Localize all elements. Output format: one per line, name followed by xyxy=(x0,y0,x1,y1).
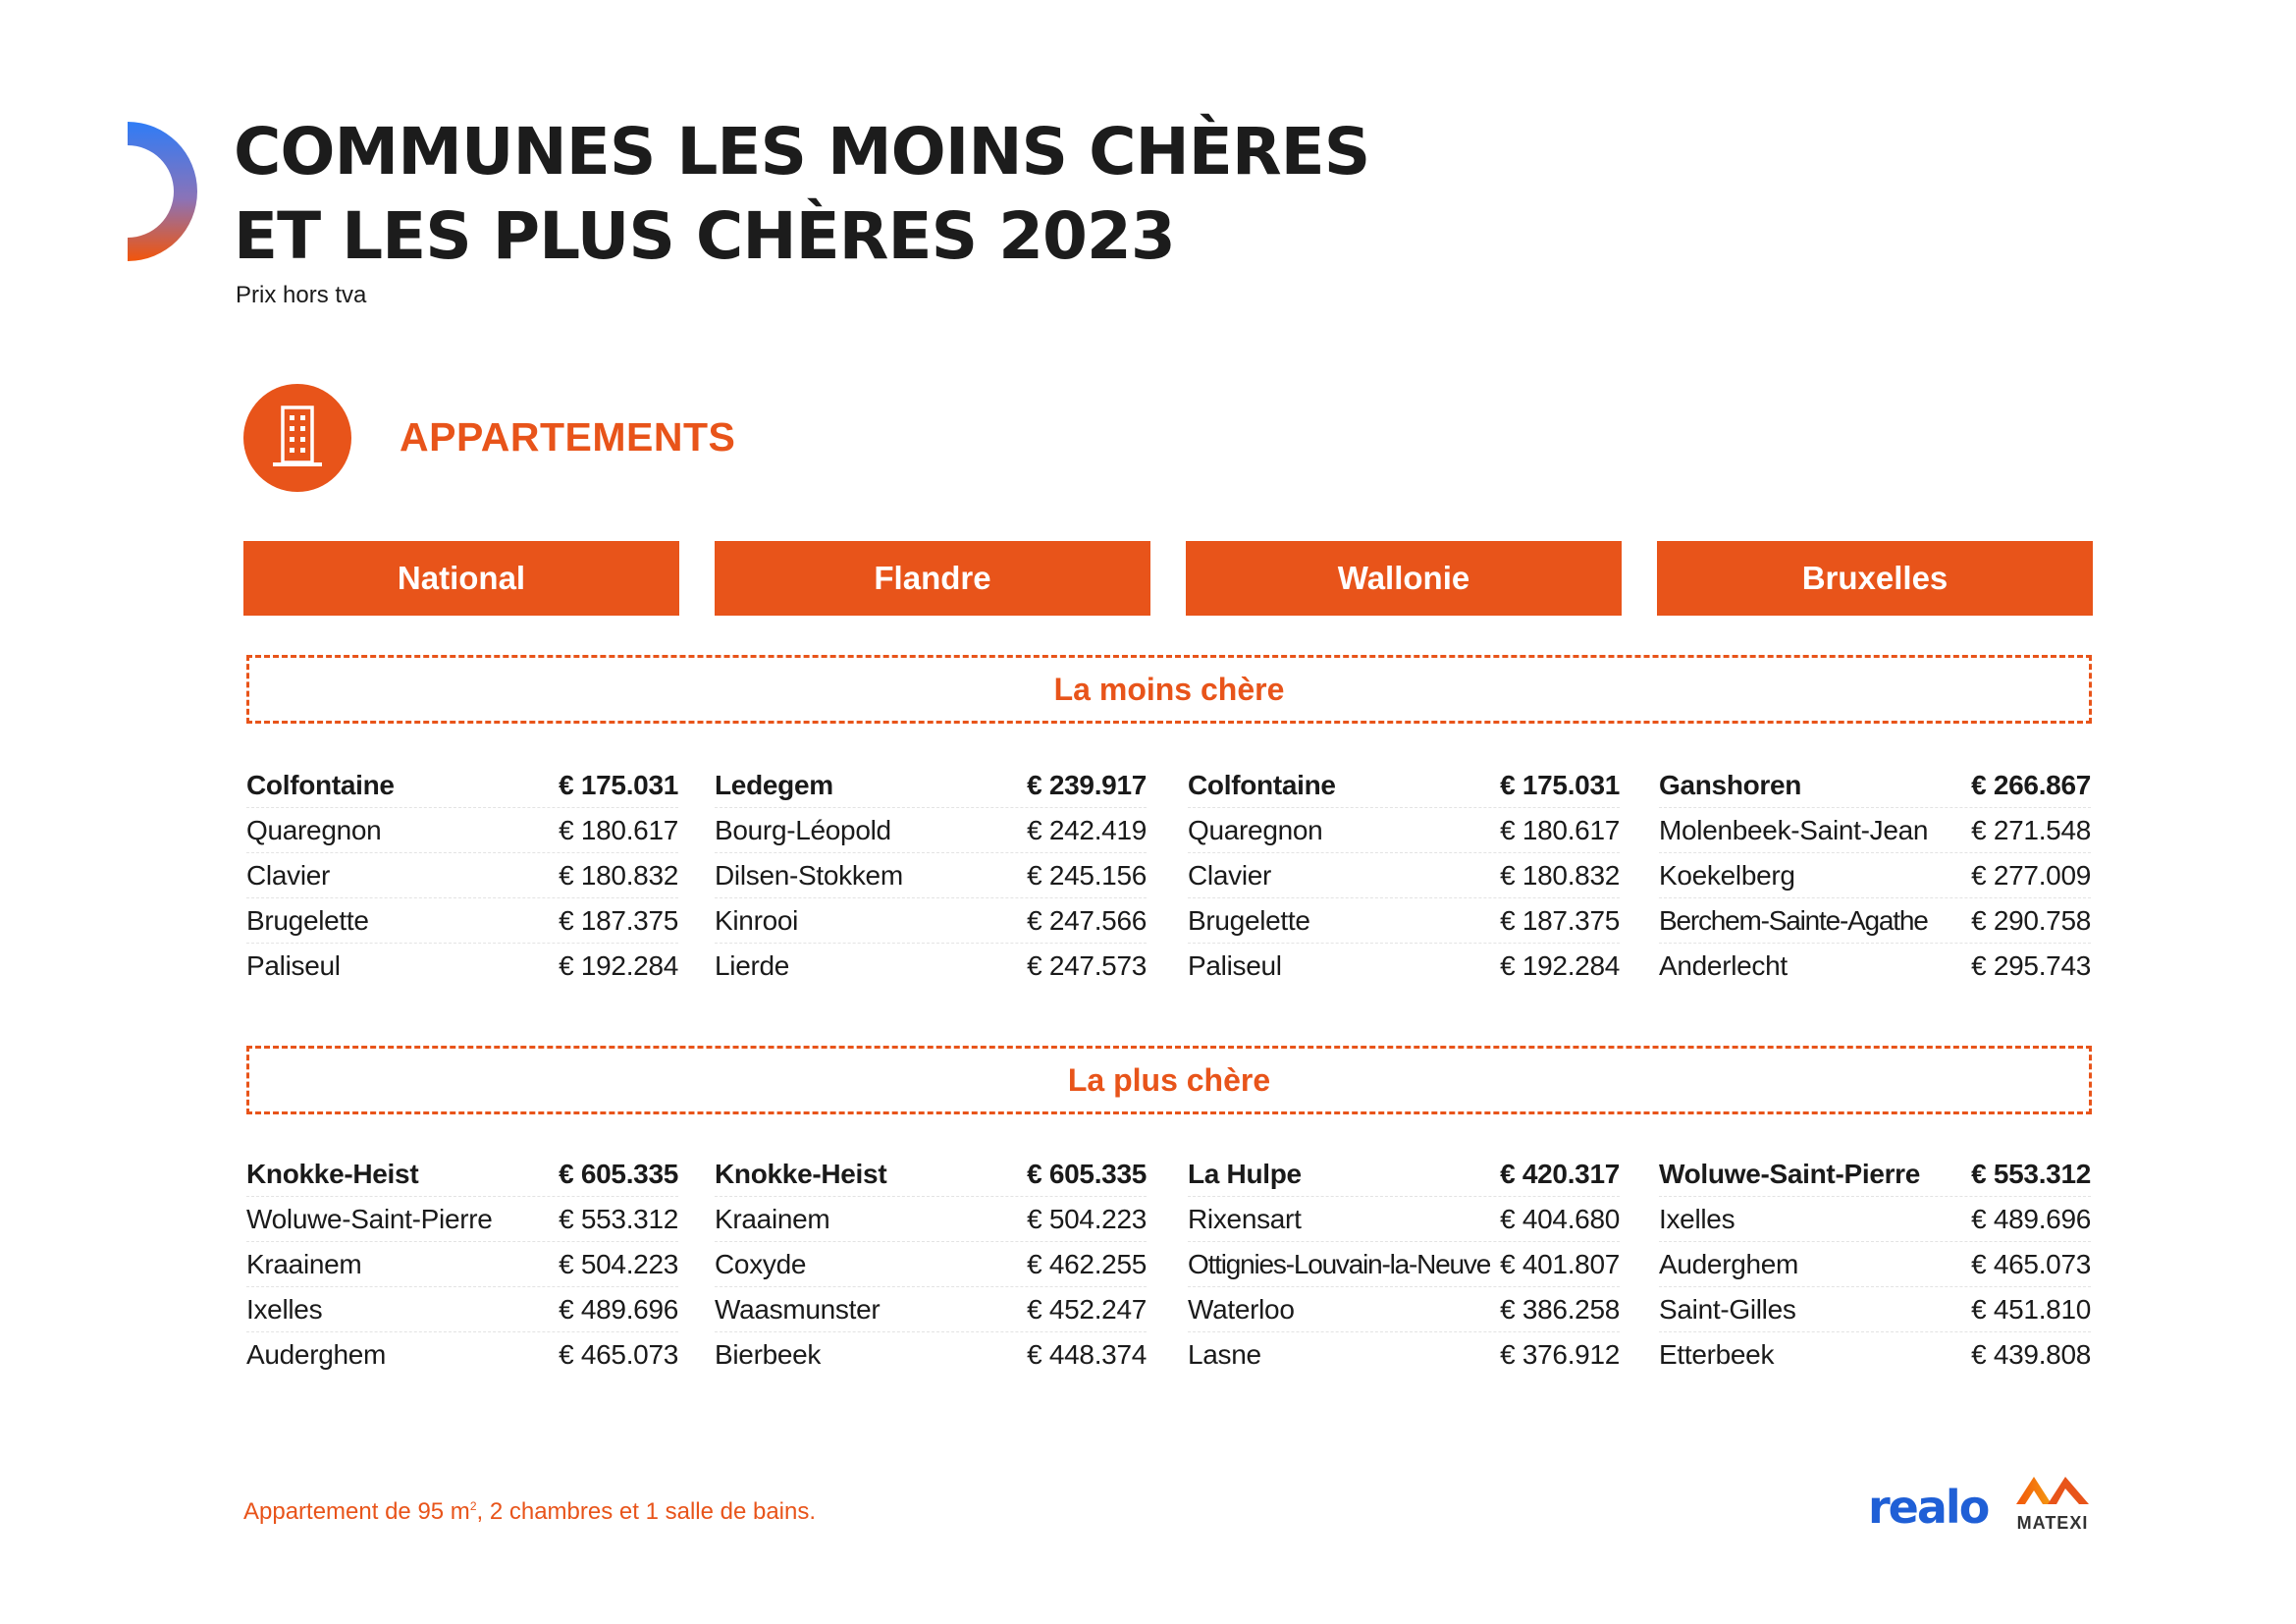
list-item: Molenbeek-Saint-Jean € 271.548 xyxy=(1659,808,2091,853)
cheapest-band-label: La moins chère xyxy=(1053,671,1285,707)
matexi-logo xyxy=(2012,1473,2093,1534)
cheapest-list-national xyxy=(246,763,678,988)
region-header-bruxelles: Bruxelles xyxy=(1657,541,2093,616)
list-item: Waterloo € 386.258 xyxy=(1188,1287,1620,1332)
list-item: Anderlecht € 295.743 xyxy=(1659,949,2091,981)
list-item: Colfontaine € 175.031 xyxy=(1188,763,1620,808)
list-item: Brugelette € 187.375 xyxy=(246,898,678,944)
list-item: Woluwe-Saint-Pierre € 553.312 xyxy=(246,1197,678,1242)
list-item: Bierbeek € 448.374 xyxy=(715,1338,1147,1370)
page-title xyxy=(234,110,1369,279)
cheapest-list-wallonie xyxy=(1188,763,1620,988)
list-item: Coxyde € 462.255 xyxy=(715,1242,1147,1287)
list-item: Clavier € 180.832 xyxy=(246,853,678,898)
region-header-flandre: Flandre xyxy=(715,541,1150,616)
list-item: Bourg-Léopold € 242.419 xyxy=(715,808,1147,853)
list-item: Quaregnon € 180.617 xyxy=(246,808,678,853)
realo-logo: realo xyxy=(1868,1481,1989,1534)
list-item: Knokke-Heist € 605.335 xyxy=(246,1152,678,1197)
list-item: Ledegem € 239.917 xyxy=(715,763,1147,808)
page-title-line-1: COMMUNES LES MOINS CHÈRES xyxy=(234,114,1370,189)
apartment-building-icon xyxy=(243,384,351,492)
cheapest-band xyxy=(246,655,2092,724)
priciest-list-national xyxy=(246,1152,678,1377)
list-item: Auderghem € 465.073 xyxy=(246,1338,678,1370)
list-item: Koekelberg € 277.009 xyxy=(1659,853,2091,898)
cheapest-list-flandre xyxy=(715,763,1147,988)
region-header-wallonie: Wallonie xyxy=(1186,541,1622,616)
list-item: Kinrooi € 247.566 xyxy=(715,898,1147,944)
list-item: Ixelles € 489.696 xyxy=(246,1287,678,1332)
list-item: Lasne € 376.912 xyxy=(1188,1338,1620,1370)
priciest-list-wallonie xyxy=(1188,1152,1620,1377)
list-item: La Hulpe € 420.317 xyxy=(1188,1152,1620,1197)
list-item: Etterbeek € 439.808 xyxy=(1659,1338,2091,1370)
list-item: Brugelette € 187.375 xyxy=(1188,898,1620,944)
page-subtitle: Prix hors tva xyxy=(236,282,367,308)
page-title-line-2: ET LES PLUS CHÈRES 2023 xyxy=(234,198,1175,274)
list-item: Berchem-Sainte-Agathe € 290.758 xyxy=(1659,898,2091,944)
list-item: Woluwe-Saint-Pierre € 553.312 xyxy=(1659,1152,2091,1197)
list-item: Quaregnon € 180.617 xyxy=(1188,808,1620,853)
priciest-list-bruxelles xyxy=(1659,1152,2091,1377)
priciest-list-flandre xyxy=(715,1152,1147,1377)
list-item: Kraainem € 504.223 xyxy=(715,1197,1147,1242)
list-item: Ganshoren € 266.867 xyxy=(1659,763,2091,808)
list-item: Rixensart € 404.680 xyxy=(1188,1197,1620,1242)
list-item: Paliseul € 192.284 xyxy=(1188,949,1620,981)
half-ring-decoration xyxy=(128,122,206,261)
list-item: Saint-Gilles € 451.810 xyxy=(1659,1287,2091,1332)
matexi-logo-text: MATEXI xyxy=(2016,1513,2089,1533)
section-title: APPARTEMENTS xyxy=(400,414,736,460)
footnote: Appartement de 95 $m^2$, 2 chambres et 1 salle de bains. xyxy=(243,1498,817,1525)
list-item: Ixelles € 489.696 xyxy=(1659,1197,2091,1242)
list-item: Clavier € 180.832 xyxy=(1188,853,1620,898)
priciest-band-label: La plus chère xyxy=(1067,1061,1271,1098)
list-item: Waasmunster € 452.247 xyxy=(715,1287,1147,1332)
list-item: Auderghem € 465.073 xyxy=(1659,1242,2091,1287)
list-item: Lierde € 247.573 xyxy=(715,949,1147,981)
region-header-national: National xyxy=(243,541,679,616)
list-item: Dilsen-Stokkem € 245.156 xyxy=(715,853,1147,898)
list-item: Colfontaine € 175.031 xyxy=(246,763,678,808)
priciest-band xyxy=(246,1046,2092,1114)
list-item: Knokke-Heist € 605.335 xyxy=(715,1152,1147,1197)
cheapest-list-bruxelles xyxy=(1659,763,2091,988)
list-item: Kraainem € 504.223 xyxy=(246,1242,678,1287)
list-item: Ottignies-Louvain-la-Neuve € 401.807 xyxy=(1188,1242,1620,1287)
list-item: Paliseul € 192.284 xyxy=(246,949,678,981)
